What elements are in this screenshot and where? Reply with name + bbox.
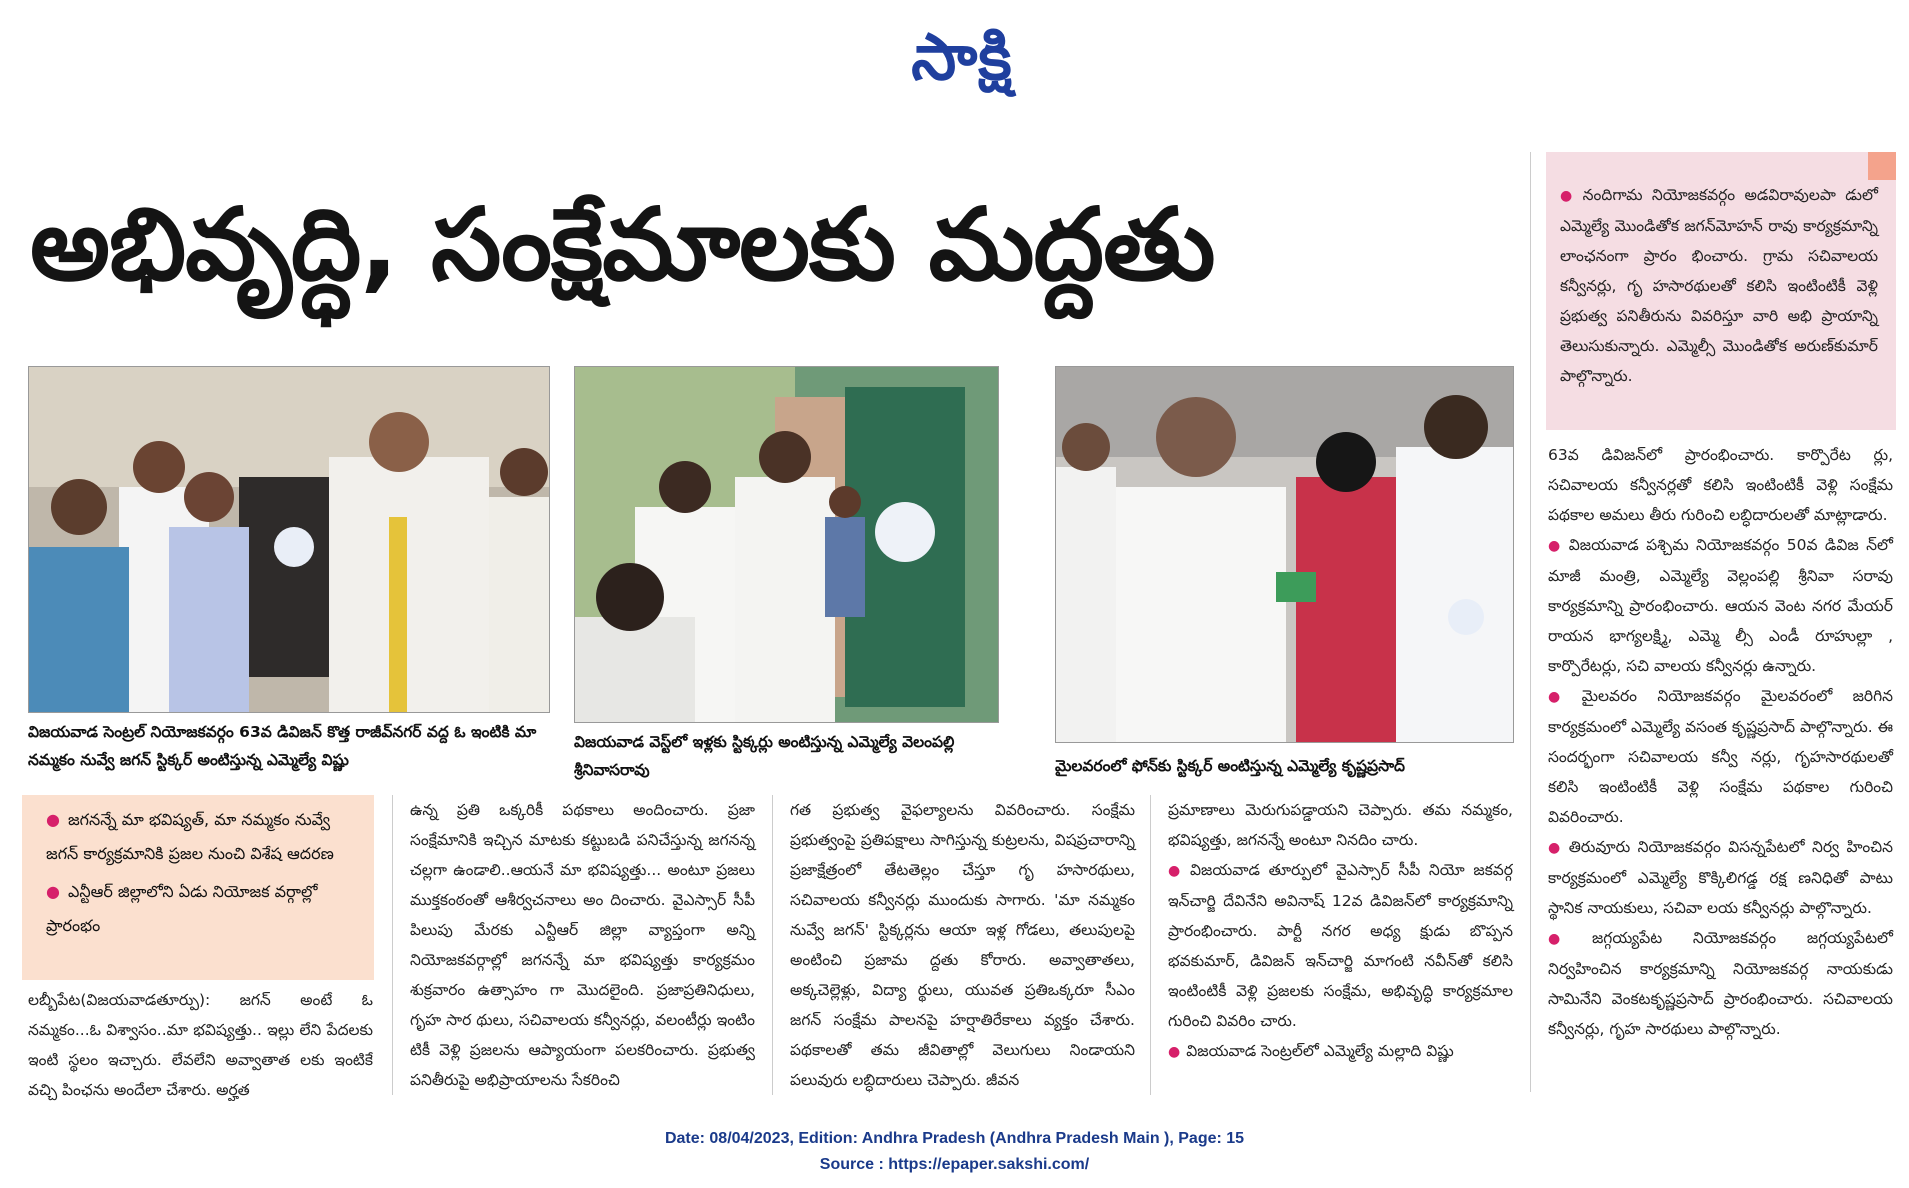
article-paragraph	[1548, 923, 1893, 1044]
bullet-text: విజయవాడ తూర్పులో వైఎస్సార్ సీపీ నియో జకవర్గ ఇన్‌చార్జి దేవినేని అవినాష్ 12వ డివిజన్‌లో కార్యక్రమాన్ని ప్రారంభించారు. పార్టీ నగర అధ్య క్షుడు బొప్పన భవకుమార్, డివిజన్ ఇన్‌చార్జి మాగంటి నవీన్‌తో కలిసి ఇంటింటికీ వెళ్లి ప్రజలకు సంక్షేమ, అభివృద్ధి కార్యక్రమాల గురించి వివరిం చారు.	[1168, 861, 1513, 1030]
article-paragraph: గత ప్రభుత్వ వైఫల్యాలను వివరించారు. సంక్షేమ ప్రభుత్వంపై ప్రతిపక్షాలు సాగిస్తున్న కుట్రలను, విషప్రచారాన్ని ప్రజాక్షేత్రంలో తేటతెల్లం చేస్తూ గృ హసారథులు, సచివాలయ కన్వీనర్లు ముందుకు సాగారు. 'మా నమ్మకం నువ్వే జగన్' స్టిక్కర్లను ఆయా ఇళ్ల గోడలు, తలుపులపై అంటించి ప్రజామ ద్దతు కోరారు. అవ్వాతాతలు, అక్కచెల్లెళ్లు, విద్యా ర్థులు, యువత ప్రతిఒక్కరూ సీఎం జగన్ సంక్షేమ పాలనపై హర్షాతిరేకాలు వ్యక్తం చేశారు. పథకాలతో తమ జీవితాల్లో వెలుగులు నిండాయని పలువురు లబ్ధిదారులు చెప్పారు. జీవన	[790, 801, 1135, 1089]
article-paragraph: లబ్బీపేట(విజయవాడతూర్పు): జగన్ అంటే ఓ నమ్మకం...ఓ విశ్వాసం..మా భవిష్యత్తు.. ఇల్లు లేని పేదలకు ఇంటి స్థలం ఇచ్చారు. లేవలేని అవ్వాతాత లకు ఇంటికే వచ్చి పింఛను అందేలా చేశారు. అర్హత	[28, 991, 373, 1099]
bullet-icon: ●	[1168, 1044, 1181, 1060]
article-paragraph	[1168, 1036, 1513, 1067]
bullet-icon: ●	[1560, 188, 1577, 204]
article-paragraph: ఉన్న ప్రతి ఒక్కరికీ పథకాలు అందించారు. ప్రజా సంక్షేమానికి ఇచ్చిన మాటకు కట్టుబడి పనిచేస్తున్న జగనన్న చల్లగా ఉండాలి..ఆయనే మా భవిష్యత్తు... అంటూ ప్రజలు ముక్తకంఠంతో ఆశీర్వచనాలు అం దించారు. వైఎస్సార్ సీపీ పిలుపు మేరకు ఎన్టీఆర్ జిల్లా వ్యాప్తంగా అన్ని నియోజకవర్గాల్లో జగనన్నే మా భవిష్యత్తు కార్యక్రమం శుక్రవారం ఉత్సాహం గా మొదలైంది. ప్రజాప్రతినిధులు, గృహ సార థులు, సచివాలయ కన్వీనర్లు, వలంటీర్లు ఇంటిం టికీ వెళ్లి ప్రజలను ఆప్యాయంగా పలకరించారు. ప్రభుత్వ పనితీరుపై అభిప్రాయాలను సేకరించి	[410, 801, 755, 1089]
article-paragraph	[1560, 180, 1878, 391]
highlights-box	[22, 795, 374, 980]
column-divider	[1530, 152, 1531, 1092]
corner-accent	[1868, 152, 1896, 180]
bullet-text: నందిగామ నియోజకవర్గం అడవిరావులపా డులో ఎమ్మెల్యే మొండితోక జగన్‌మోహన్ రావు కార్యక్రమాన్ని లాంఛనంగా ప్రారం భించారు. గ్రామ సచివాలయ కన్వీనర్లు, గృ హసారథులతో కలిసి ఇంటింటికీ వెళ్లి ప్రభుత్వ పనితీరును వివరిస్తూ వారి అభి ప్రాయాన్ని తెలుసుకున్నారు. ఎమ్మెల్సీ మొండితోక అరుణ్‌కుమార్ పాల్గొన్నారు.	[1560, 186, 1878, 385]
article-paragraph: ప్రమాణాలు మెరుగుపడ్డాయని చెప్పారు. తమ నమ్మకం, భవిష్యత్తు, జగనన్నే అంటూ నినదిం చారు.	[1168, 801, 1513, 849]
column-divider	[772, 795, 773, 1095]
photo-vijayawada-west	[574, 366, 999, 723]
article-paragraph: 63వ డివిజన్‌లో ప్రారంభించారు. కార్పొరేట ర్లు, సచివాలయ కన్వీనర్లతో కలిసి ఇంటింటికీ వెళ్లి సంక్షేమ పథకాల అమలు తీరు గురించి లబ్ధిదారులతో మాట్లాడారు.	[1548, 446, 1893, 524]
bullet-text: జగ్గయ్యపేట నియోజకవర్గం జగ్గయ్యపేటలో నిర్వహించిన కార్యక్రమాన్ని నియోజకవర్గ నాయకుడు సామినేని వెంకటకృష్ణప్రసాద్ ప్రారంభించారు. సచివాలయ కన్వీనర్లు, గృహ సారథులు పాల్గొన్నారు.	[1548, 929, 1893, 1038]
caption-photo-2: విజయవాడ వెస్ట్‌లో ఇళ్లకు స్టిక్కర్లు అంటిస్తున్న ఎమ్మెల్యే వెలంపల్లి శ్రీనివాసరావు	[574, 733, 955, 779]
article-paragraph	[1548, 530, 1893, 681]
highlight-text: జగనన్నే మా భవిష్యత్, మా నమ్మకం నువ్వే జగన్ కార్యక్రమానికి ప్రజల నుంచి విశేష ఆదరణ	[46, 810, 334, 863]
article-paragraph	[1548, 832, 1893, 923]
highlight-text: ఎన్టీఆర్ జిల్లాలోని ఏడు నియోజక వర్గాల్లో ప్రారంభం	[46, 882, 318, 935]
bullet-text: విజయవాడ పశ్చిమ నియోజకవర్గం 50వ డివిజ న్‌లో మాజీ మంత్రి, ఎమ్మెల్యే వెల్లంపల్లి శ్రీనివా సరావు కార్యక్రమాన్ని ప్రారంభించారు. ఆయన వెంట నగర మేయర్ రాయన భాగ్యలక్ష్మి, ఎమ్మె ల్సీ ఎండీ రూహుల్లా , కార్పొరేటర్లు, సచి వాలయ కన్వీనర్లు ఉన్నారు.	[1548, 536, 1893, 675]
bullet-text: విజయవాడ సెంట్రల్‌లో ఎమ్మెల్యే మల్లాది విష్ణు	[1186, 1042, 1454, 1060]
photo-vijayawada-central	[28, 366, 550, 713]
column-divider	[392, 795, 393, 1095]
bullet-text: మైలవరం నియోజకవర్గం మైలవరంలో జరిగిన కార్యక్రమంలో ఎమ్మెల్యే వసంత కృష్ణప్రసాద్ పాల్గొన్నారు. ఈ సందర్భంగా సచివాలయ కన్వీ నర్లు, గృహసారథులతో కలిసి ఇంటింటికీ వెళ్లి సంక్షేమ పథకాల గురించి వివరించారు.	[1548, 687, 1894, 826]
footer-edition-info: Date: 08/04/2023, Edition: Andhra Pradesh (Andhra Pradesh Main ), Page: 15	[664, 1130, 1245, 1147]
article-column-5	[1548, 440, 1893, 1044]
bullet-text: తిరువూరు నియోజకవర్గం విసన్నపేటలో నిర్వ హించిన కార్యక్రమంలో ఎమ్మెల్యే కొక్కిలిగడ్డ రక్ష ణనిధితో పాటు స్థానిక నాయకులు, సచివా లయ కన్వీనర్లు పాల్గొన్నారు.	[1548, 838, 1893, 917]
highlight-item	[46, 803, 364, 871]
article-column-4	[1168, 795, 1513, 1067]
article-paragraph	[1168, 855, 1513, 1036]
bullet-icon: ●	[1548, 931, 1586, 947]
column-divider	[1150, 795, 1151, 1095]
caption-photo-3: మైలవరంలో ఫోన్‌కు స్టిక్కర్ అంటిస్తున్న ఎమ్మెల్యే కృష్ణప్రసాద్	[1055, 757, 1405, 775]
headline: అభివృద్ధి, సంక్షేమాలకు మద్దతు	[30, 186, 1215, 303]
masthead-logo: సాక్షి	[911, 21, 1013, 95]
caption-photo-1: విజయవాడ సెంట్రల్ నియోజకవర్గం 63వ డివిజన్ కొత్త రాజీవ్‌నగర్ వద్ద ఓ ఇంటికి మా నమ్మకం నువ్వే జగన్ స్టిక్కర్ అంటిస్తున్న ఎమ్మెల్యే విష్ణు	[28, 723, 537, 769]
bullet-icon: ●	[1548, 689, 1576, 705]
footer-source-link[interactable]	[0, 1156, 1909, 1174]
bullet-icon: ●	[46, 810, 60, 829]
bullet-icon: ●	[1548, 538, 1563, 554]
article-column-3	[790, 795, 1135, 1095]
highlight-item	[46, 875, 364, 943]
bullet-icon: ●	[1168, 863, 1184, 879]
article-paragraph	[1548, 681, 1893, 832]
sidebar-box-text	[1560, 180, 1878, 391]
photo-mylavaram	[1055, 366, 1514, 743]
sidebar-box	[1546, 152, 1896, 430]
article-column-2	[410, 795, 755, 1095]
source-link[interactable]: Source : https://epaper.sakshi.com/	[819, 1156, 1090, 1173]
article-column-1	[28, 985, 373, 1105]
bullet-icon: ●	[1548, 840, 1563, 856]
bullet-icon: ●	[46, 882, 60, 901]
